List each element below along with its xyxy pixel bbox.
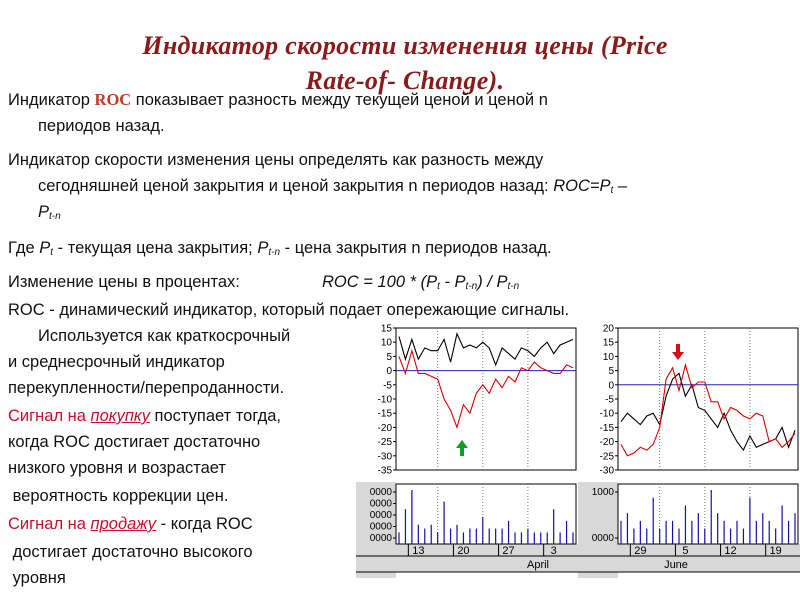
sell-signal-rest: - когда ROC xyxy=(156,515,253,533)
var-text-2: - цена закрытия n периодов назад. xyxy=(280,239,552,257)
volume-tick-label: 0000 xyxy=(369,533,392,544)
formula-subscript: t xyxy=(610,185,614,196)
roc-formula: ROC=P xyxy=(553,177,611,195)
x-tick-label: 27 xyxy=(502,545,515,557)
month-label: April xyxy=(526,559,550,571)
buy-signal-line3: низкого уровня и возрастает xyxy=(8,459,226,477)
y-tick-label: 15 xyxy=(602,337,614,349)
buy-signal-line2: когда ROC достигает достаточно xyxy=(8,433,261,451)
x-tick-label: 5 xyxy=(682,545,689,557)
formula-subscript-tn: t-n xyxy=(49,211,61,222)
pct-formula-a: ROC = 100 * (P xyxy=(322,273,438,291)
pct-formula-b: - P xyxy=(439,273,466,291)
percent-change-formula xyxy=(322,270,519,299)
chart-june xyxy=(578,322,800,578)
x-tick-label: 19 xyxy=(769,545,782,557)
y-tick-label: -15 xyxy=(377,408,392,420)
title-line-1: Индикатор скорости изменения цены (Price xyxy=(142,31,668,60)
roc-formula-line2 xyxy=(38,174,627,203)
formula-dash: – xyxy=(613,177,628,195)
y-tick-label: 10 xyxy=(602,351,614,363)
y-tick-label: 5 xyxy=(386,351,392,363)
variable-definitions xyxy=(8,236,552,265)
var-p2: P xyxy=(257,239,269,257)
y-tick-label: 20 xyxy=(602,323,614,335)
title-line-2: Rate-of- Change). xyxy=(305,66,505,95)
volume-tick-label: 0000 xyxy=(369,498,392,510)
buy-word: покупку xyxy=(90,407,150,425)
x-tick-label: 12 xyxy=(724,545,737,557)
roc-usage-line3: перекупленности/перепроданности. xyxy=(8,379,285,397)
y-tick-label: -5 xyxy=(605,394,614,406)
x-tick-label: 3 xyxy=(550,545,557,557)
volume-tick-label: 0000 xyxy=(369,510,392,521)
sell-signal-line1 xyxy=(8,512,253,536)
formula-p: P xyxy=(38,203,50,221)
roc-usage-line1: Используется как краткосрочный xyxy=(38,327,291,345)
pct-sub-t: t xyxy=(437,281,440,292)
roc-definition-text-cont: показывает разность между текущей ценой и ценой n xyxy=(131,91,548,109)
pct-sub-tn: t-n xyxy=(465,281,478,292)
roc-definition-text: Индикатор xyxy=(8,91,95,109)
roc-term: ROC xyxy=(94,90,132,109)
volume-tick-label: 1000 xyxy=(591,487,614,498)
roc-definition-line2: периодов назад. xyxy=(38,117,165,135)
roc-formula-text: сегодняшней ценой закрытия и ценой закрытия n периодов назад: xyxy=(38,177,554,195)
where-text: Где xyxy=(8,239,40,257)
roc-formula-paragraph: Индикатор скорости изменения цены определять как разность между xyxy=(8,151,544,169)
x-tick-label: 29 xyxy=(634,545,647,557)
y-tick-label: -25 xyxy=(377,437,392,449)
y-tick-label: -20 xyxy=(599,437,614,449)
buy-signal-rest: поступает тогда, xyxy=(149,407,281,425)
buy-signal-label: Сигнал на xyxy=(8,407,91,425)
date-axis-panel xyxy=(578,544,800,572)
y-tick-label: 0 xyxy=(608,380,614,392)
y-tick-label: -10 xyxy=(377,394,392,406)
y-tick-label: -15 xyxy=(599,422,614,434)
y-tick-label: -5 xyxy=(383,380,392,392)
chart-june-svg xyxy=(578,322,800,578)
y-tick-label: 15 xyxy=(380,323,392,335)
sell-signal-line3: уровня xyxy=(8,569,66,587)
pct-formula-c: ) / P xyxy=(477,273,508,291)
roc-formula-line3 xyxy=(38,200,61,229)
roc-usage-line2: и среднесрочный индикатор xyxy=(8,353,225,371)
pct-sub-tn2: t-n xyxy=(507,281,520,292)
sell-word: продажу xyxy=(90,515,157,533)
percent-change-label: Изменение цены в процентах: xyxy=(8,273,240,291)
buy-signal-line1 xyxy=(8,404,281,428)
y-tick-label: 10 xyxy=(380,337,392,349)
volume-panel-frame xyxy=(396,484,576,544)
var-sub-tn: t-n xyxy=(268,247,281,258)
y-tick-label: 0 xyxy=(386,366,392,378)
month-label: June xyxy=(664,559,688,571)
volume-tick-label: 0000 xyxy=(369,487,392,498)
chart-april-svg xyxy=(356,322,578,578)
y-tick-label: -35 xyxy=(377,465,392,477)
sell-signal-line2: достигает достаточно высокого xyxy=(8,543,253,561)
x-tick-label: 20 xyxy=(457,545,470,557)
volume-tick-label: 0000 xyxy=(369,521,392,533)
y-tick-label: 5 xyxy=(608,366,614,378)
var-text-1: - текущая цена закрытия; xyxy=(53,239,258,257)
volume-panel-frame xyxy=(618,484,798,544)
roc-leading-signal-text: ROC - динамический индикатор, который подает опережающие сигналы. xyxy=(8,301,570,319)
var-sub-t: t xyxy=(50,247,54,258)
x-tick-label: 13 xyxy=(412,545,425,557)
var-p: P xyxy=(39,239,51,257)
chart-april xyxy=(356,322,578,578)
sell-signal-label: Сигнал на xyxy=(8,515,91,533)
y-tick-label: -30 xyxy=(599,465,614,477)
y-tick-label: -20 xyxy=(377,422,392,434)
y-tick-label: -25 xyxy=(599,451,614,463)
y-tick-label: -30 xyxy=(377,451,392,463)
roc-definition-paragraph xyxy=(8,88,768,112)
buy-signal-line4: вероятность коррекции цен. xyxy=(8,487,229,505)
y-tick-label: -10 xyxy=(599,408,614,420)
volume-tick-label: 0000 xyxy=(591,533,614,544)
